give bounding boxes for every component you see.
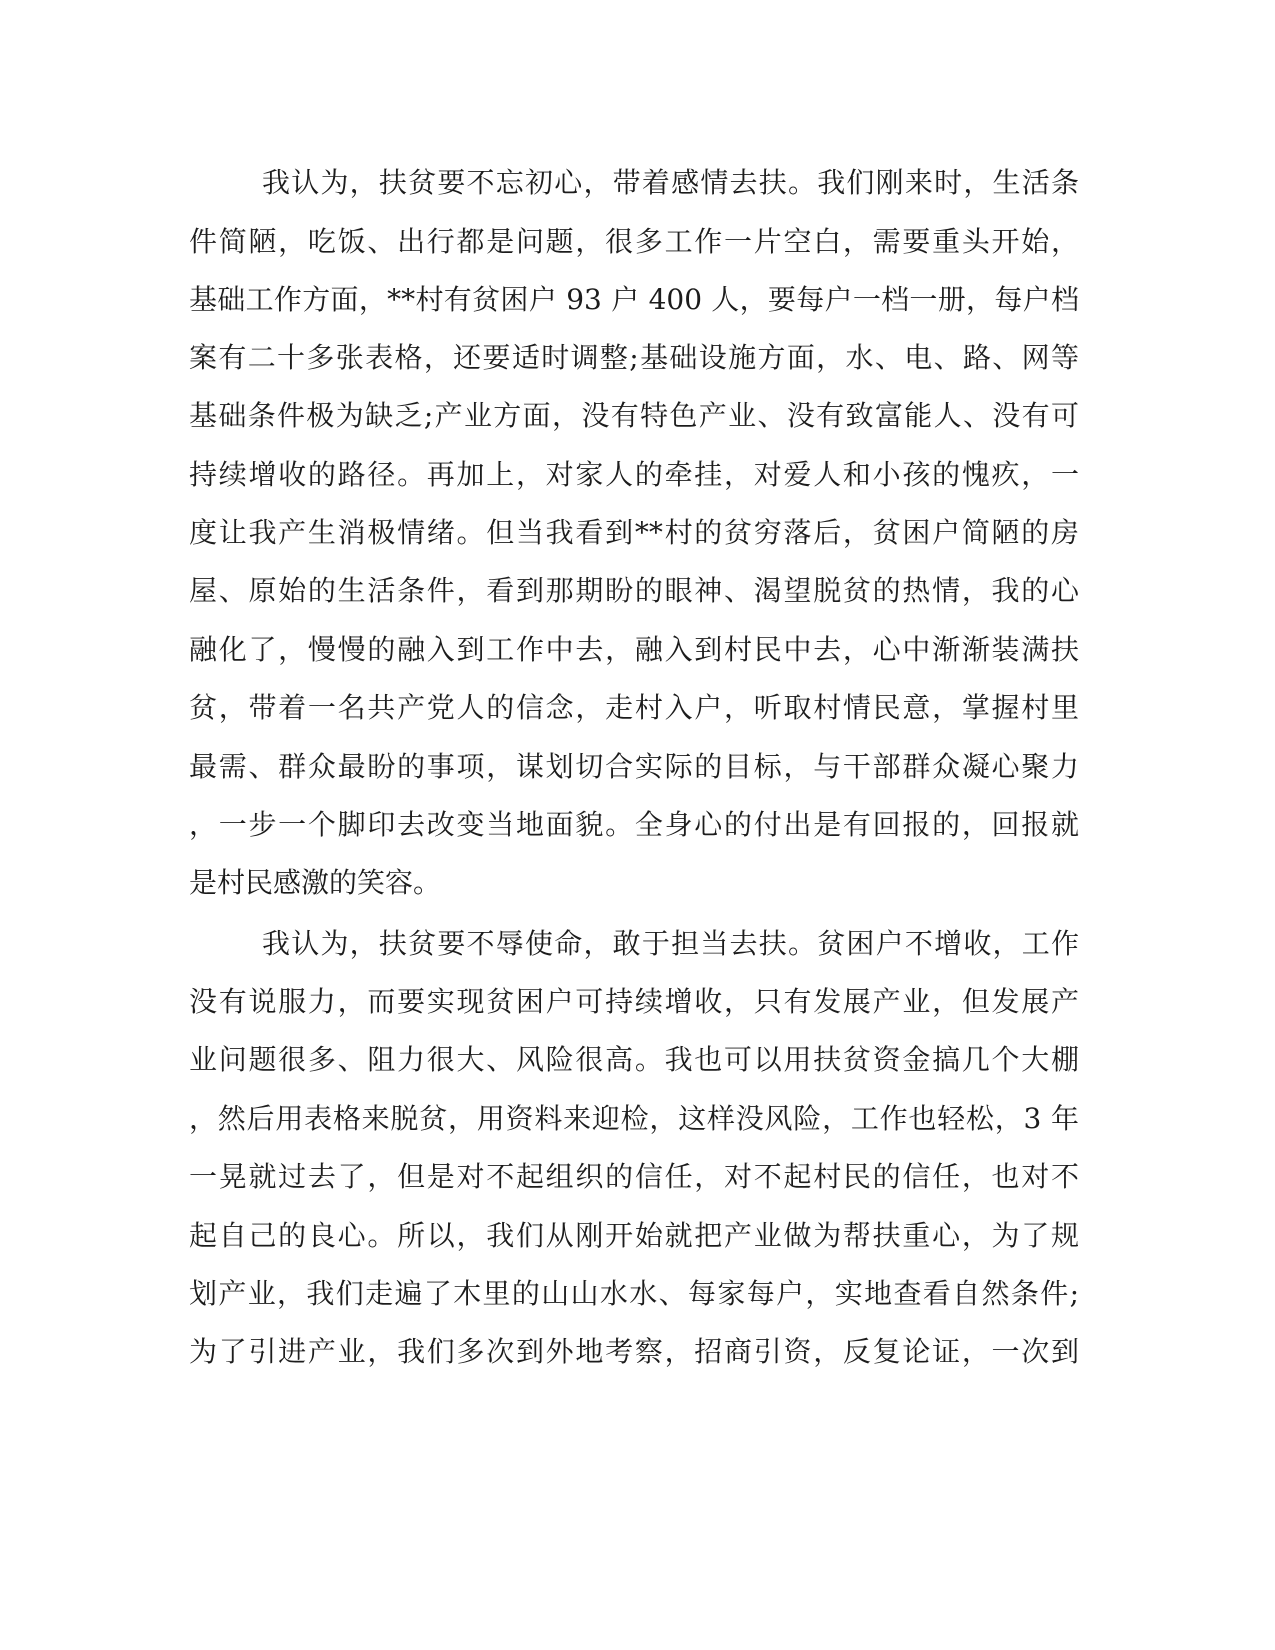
paragraph-line: 划产业，我们走遍了木里的山山水水、每家每户，实地查看自然条件;	[189, 1277, 1079, 1310]
paragraph-line: 没有说服力，而要实现贫困户可持续增收，只有发展产业，但发展产	[189, 985, 1079, 1018]
paragraph-line: 贫，带着一名共产党人的信念，走村入户，听取村情民意，掌握村里	[189, 691, 1079, 724]
paragraph-line: 是村民感激的笑容。	[189, 866, 442, 899]
paragraph-line: 业问题很多、阻力很大、风险很高。我也可以用扶贫资金搞几个大棚	[189, 1043, 1079, 1076]
paragraph-line: 案有二十多张表格，还要适时调整;基础设施方面，水、电、路、网等	[189, 341, 1079, 374]
paragraph-line: 基础条件极为缺乏;产业方面，没有特色产业、没有致富能人、没有可	[189, 399, 1079, 432]
paragraph-line: 屋、原始的生活条件，看到那期盼的眼神、渴望脱贫的热情，我的心	[189, 574, 1079, 607]
paragraph-line: 持续增收的路径。再加上，对家人的牵挂，对爱人和小孩的愧疚，一	[189, 458, 1079, 491]
paragraph-line: ，一步一个脚印去改变当地面貌。全身心的付出是有回报的，回报就	[189, 808, 1079, 841]
paragraph-line: 我认为，扶贫要不辱使命，敢于担当去扶。贫困户不增收，工作	[262, 927, 1079, 960]
paragraph-line: 度让我产生消极情绪。但当我看到**村的贫穷落后，贫困户简陋的房	[189, 516, 1079, 549]
paragraph-line: 件简陋，吃饭、出行都是问题，很多工作一片空白，需要重头开始，	[189, 225, 1079, 258]
paragraph-line: 我认为，扶贫要不忘初心，带着感情去扶。我们刚来时，生活条	[262, 166, 1079, 199]
paragraph-line: 起自己的良心。所以，我们从刚开始就把产业做为帮扶重心，为了规	[189, 1219, 1079, 1252]
paragraph-line: 一晃就过去了，但是对不起组织的信任，对不起村民的信任，也对不	[189, 1160, 1079, 1193]
paragraph-line: 为了引进产业，我们多次到外地考察，招商引资，反复论证，一次到	[189, 1335, 1079, 1368]
paragraph-line: 基础工作方面，**村有贫困户 93 户 400 人，要每户一档一册，每户档	[189, 283, 1079, 316]
paragraph-line: ，然后用表格来脱贫，用资料来迎检，这样没风险，工作也轻松，3 年	[189, 1102, 1079, 1135]
paragraph-line: 最需、群众最盼的事项，谋划切合实际的目标，与干部群众凝心聚力	[189, 750, 1079, 783]
paragraph-line: 融化了，慢慢的融入到工作中去，融入到村民中去，心中渐渐装满扶	[189, 633, 1079, 666]
